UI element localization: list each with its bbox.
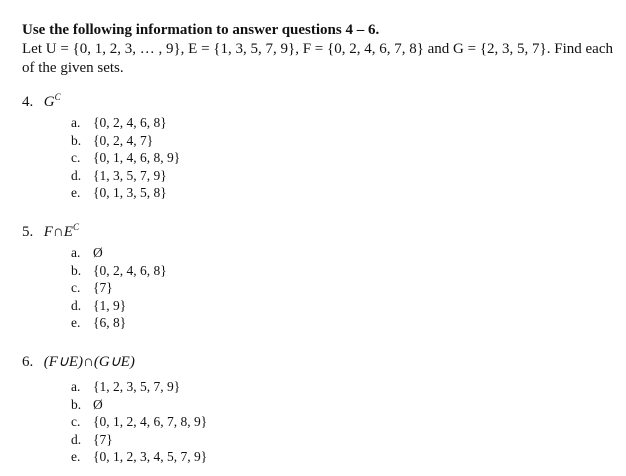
answer-option[interactable] xyxy=(71,114,180,132)
option-letter: c. xyxy=(71,150,81,166)
option-text: Ø xyxy=(93,245,103,260)
question-6 xyxy=(22,352,135,371)
option-letter: d. xyxy=(71,167,82,183)
option-text: {0, 1, 3, 5, 8} xyxy=(93,185,167,201)
options-question-6 xyxy=(71,378,207,466)
option-text: {0, 2, 4, 6, 8} xyxy=(93,115,167,130)
set-definitions: Let U = {0, 1, 2, 3, … , 9}, E = {1, 3, 5, 7, 9}, F = {0, 2, 4, 6, 7, 8} and G = {2, 3, 5, 7}. Find each of the given sets. xyxy=(22,41,613,76)
option-text: {7} xyxy=(93,431,113,447)
answer-option[interactable] xyxy=(71,396,207,414)
answer-option[interactable] xyxy=(71,244,167,262)
prompt-set-f: F xyxy=(43,224,53,240)
question-5 xyxy=(22,222,79,241)
option-letter: c. xyxy=(71,414,81,430)
option-letter: a. xyxy=(71,115,81,130)
answer-option[interactable] xyxy=(71,262,167,280)
option-letter: e. xyxy=(71,449,81,465)
option-text: {1, 9} xyxy=(93,297,127,313)
answer-option[interactable] xyxy=(71,314,167,332)
question-4 xyxy=(22,92,61,111)
option-letter: a. xyxy=(71,245,81,260)
answer-option[interactable] xyxy=(71,279,167,297)
question-number: 6. xyxy=(22,354,34,370)
prompt-set: G xyxy=(43,94,55,110)
answer-option[interactable] xyxy=(71,167,180,185)
option-letter: b. xyxy=(71,262,82,278)
instructions-block xyxy=(22,21,622,78)
option-text: {6, 8} xyxy=(93,315,127,331)
answer-option[interactable] xyxy=(71,378,207,396)
option-text: {0, 1, 2, 3, 4, 5, 7, 9} xyxy=(93,449,208,465)
option-letter: c. xyxy=(71,280,81,296)
answer-option[interactable] xyxy=(71,132,180,150)
complement-superscript: C xyxy=(54,92,61,102)
option-text: {0, 2, 4, 6, 8} xyxy=(93,262,167,278)
question-prompt: (F∪E)∩(G∪E) xyxy=(43,354,135,370)
prompt-set-e: E xyxy=(63,224,73,240)
option-text: {1, 3, 5, 7, 9} xyxy=(93,167,167,183)
options-question-4 xyxy=(71,114,180,202)
answer-option[interactable] xyxy=(71,297,167,315)
option-text: {0, 2, 4, 7} xyxy=(93,132,154,148)
options-question-5 xyxy=(71,244,167,332)
option-text: Ø xyxy=(93,396,103,412)
answer-option[interactable] xyxy=(71,184,180,202)
option-text: {7} xyxy=(93,280,113,296)
instructions-heading: Use the following information to answer questions 4 – 6. xyxy=(22,22,380,38)
complement-superscript: C xyxy=(72,222,79,232)
question-number: 4. xyxy=(22,94,34,110)
answer-option[interactable] xyxy=(71,448,207,466)
question-prompt xyxy=(44,224,79,240)
option-letter: d. xyxy=(71,297,82,313)
answer-option[interactable] xyxy=(71,149,180,167)
option-letter: e. xyxy=(71,315,81,331)
question-prompt xyxy=(44,94,61,110)
option-letter: d. xyxy=(71,431,82,447)
option-letter: e. xyxy=(71,185,81,201)
option-text: {1, 2, 3, 5, 7, 9} xyxy=(93,379,181,394)
option-letter: a. xyxy=(71,379,81,394)
option-text: {0, 1, 4, 6, 8, 9} xyxy=(93,150,181,166)
question-number: 5. xyxy=(22,224,34,240)
option-text: {0, 1, 2, 4, 6, 7, 8, 9} xyxy=(93,414,208,430)
intersection-operator: ∩ xyxy=(52,224,64,240)
option-letter: b. xyxy=(71,132,82,148)
answer-option[interactable] xyxy=(71,431,207,449)
answer-option[interactable] xyxy=(71,413,207,431)
option-letter: b. xyxy=(71,396,82,412)
